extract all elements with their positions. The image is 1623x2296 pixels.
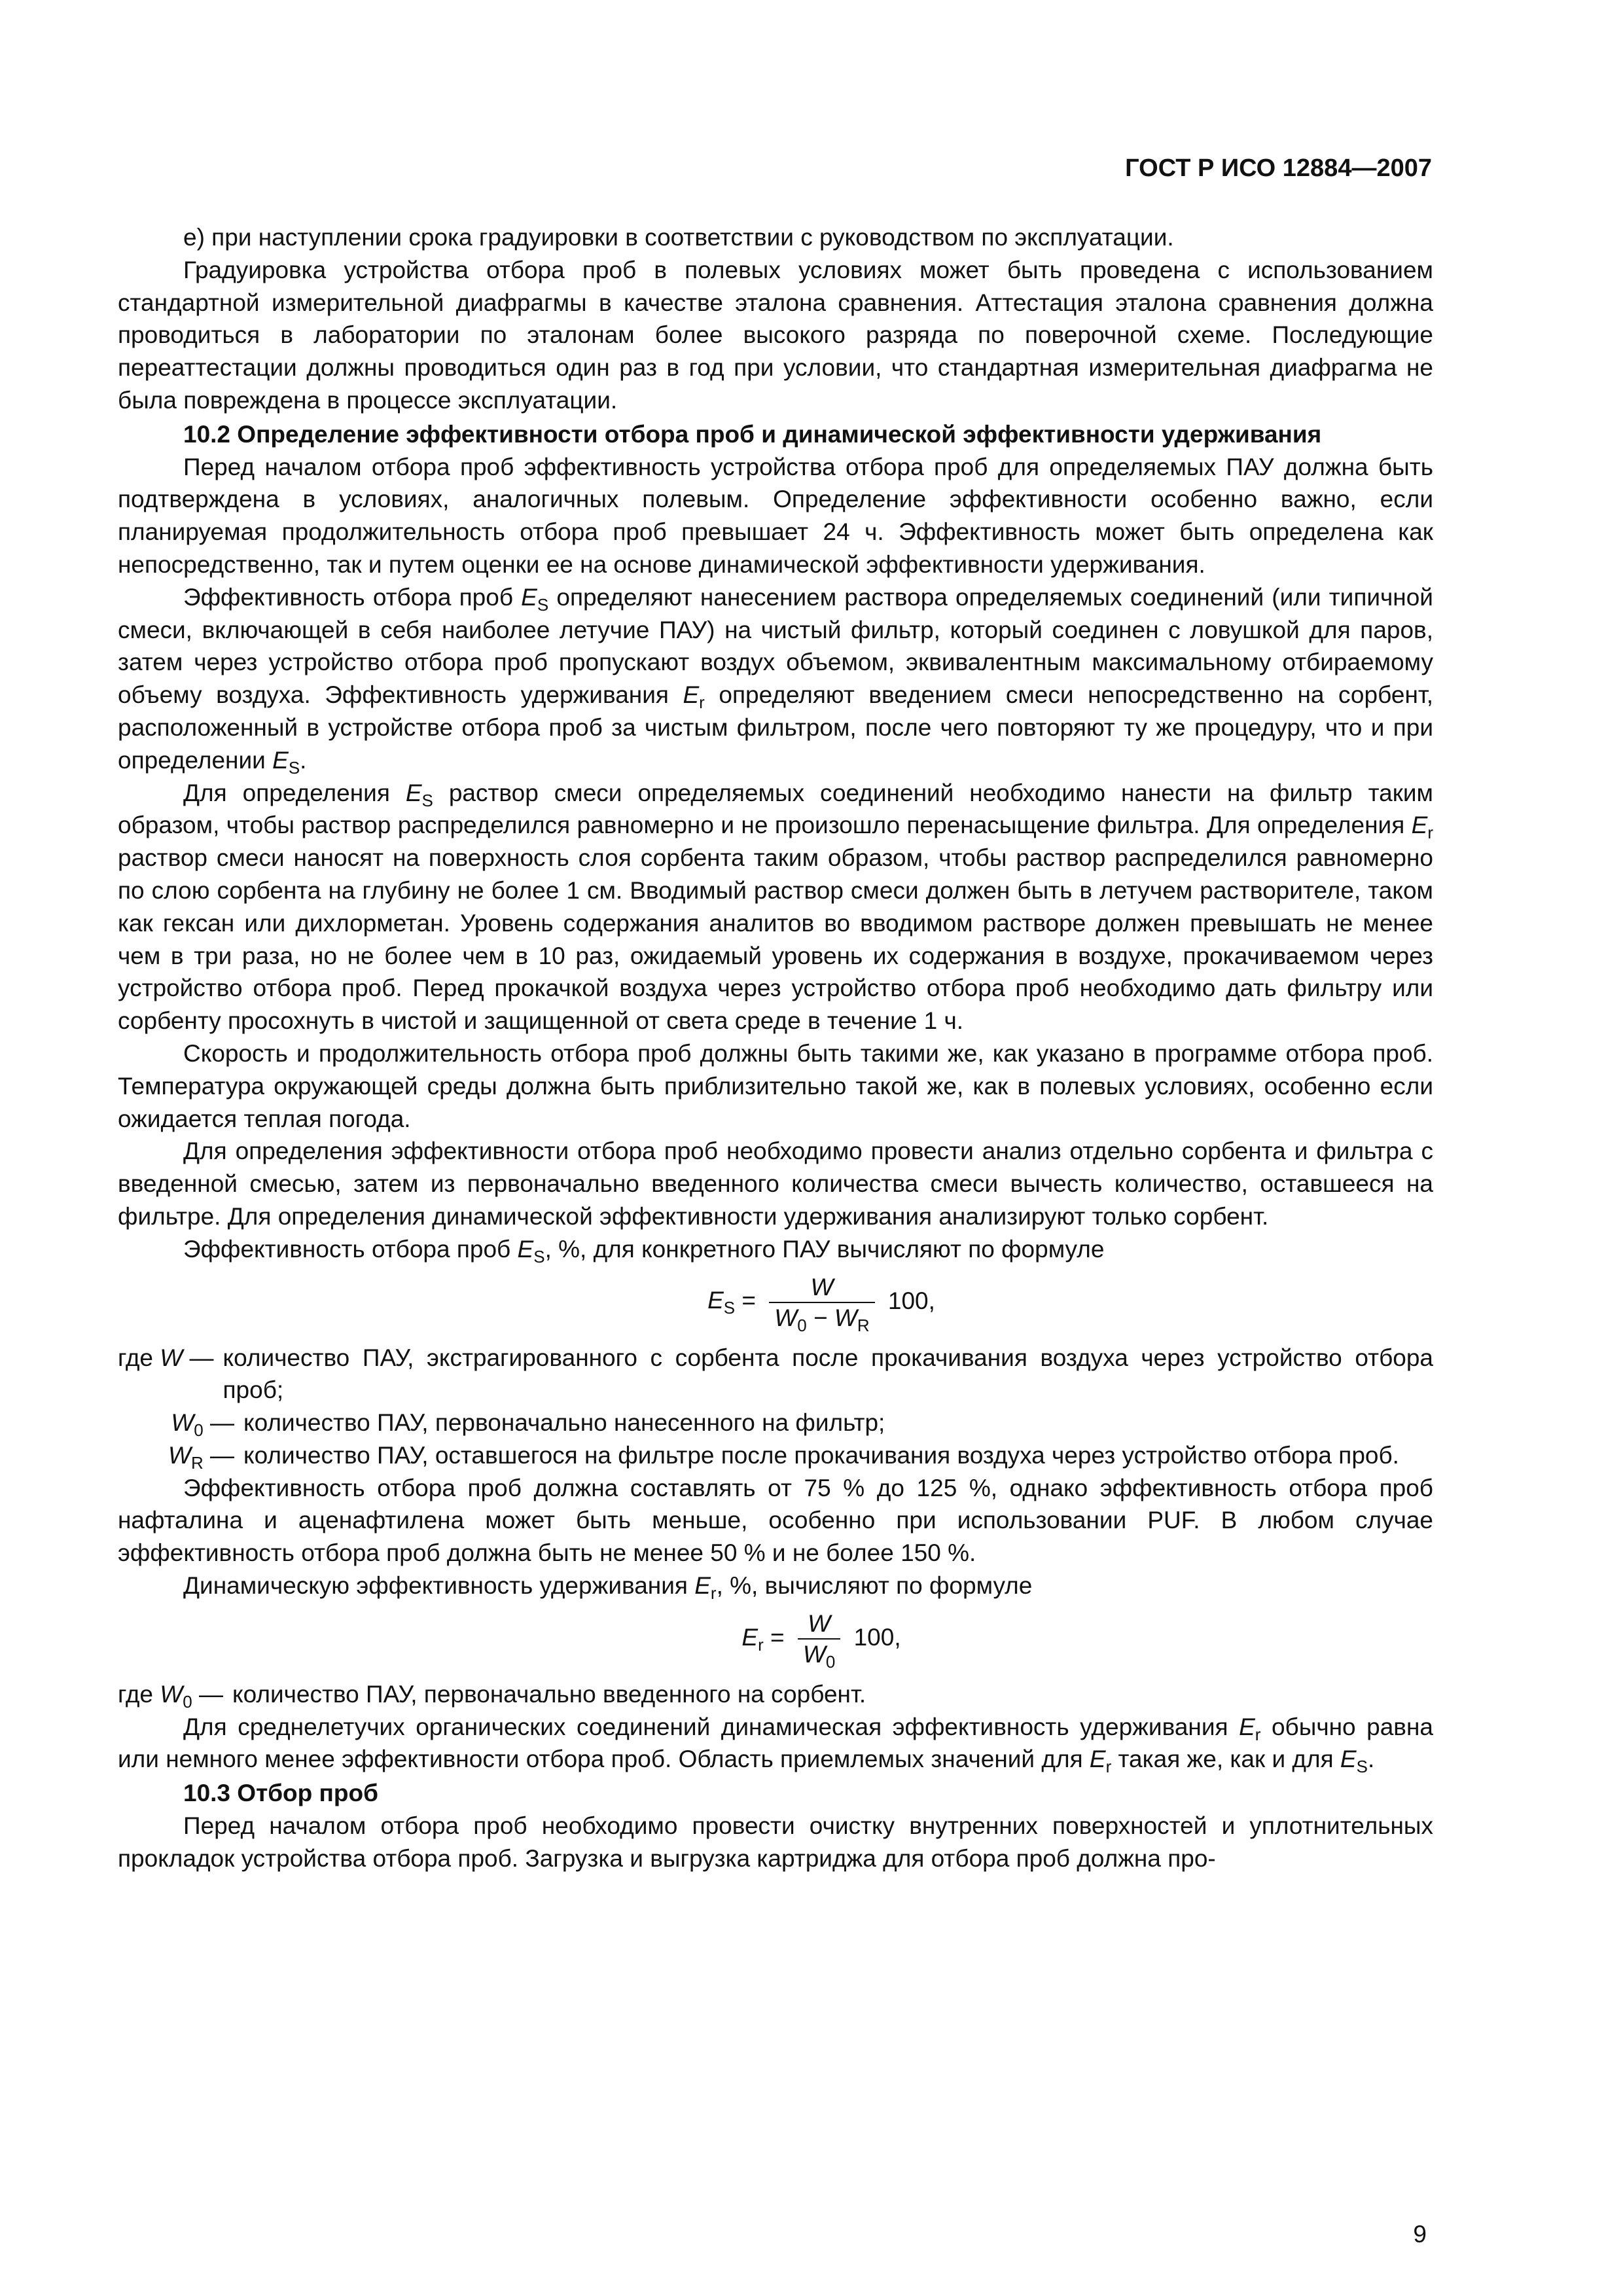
legend-w0-sorbent: где $W_0$ — количество ПАУ, первоначально введенного на сорбент. — [118, 1680, 866, 1712]
paragraph-calibration: Градуировка устройства отбора проб в полевых условиях может быть проведена с использованием стандартной измерительной диафрагмы в качестве эталона сравнения. Аттестация эталона сравнения должна проводиться в лаборатории по эталонам более высокого разряда по поверочной схеме. Последующие переаттестации должны проводиться один раз в год при условии, что стандартная измерительная диафрагма не была повреждена в процессе эксплуатации. — [118, 256, 1433, 414]
formula-retention-efficiency: $E_r$ = $\frac{W}{W_0}$ 100, — [741, 1609, 901, 1672]
legend-wr: $W_R$ — количество ПАУ, оставшегося на фильтре после прокачивания воздуха через устройство отбора проб. — [168, 1441, 1399, 1473]
section-heading-10-3: 10.3 Отбор проб — [183, 1780, 378, 1807]
paragraph-efficiency-range: Эффективность отбора проб должна составлять от 75 % до 125 %, однако эффективность отбора проб нафталина и аценафтилена может быть меньше, особенно при использовании PUF. В любом случае эффективность отбора проб должна быть не менее 50 % и не более 150 %. — [118, 1474, 1433, 1567]
paragraph-solution-application: Для определения $E_S$ раствор смеси определяемых соединений необходимо нанести на фильтр таким образом, чтобы раствор распределился равномерно и не произошло перенасыщение фильтра. Для определения $E_r$ раствор смеси наносят на поверхность слоя сорбента таким образом, чтобы раствор распределился равномерно по слою сорбента на глубину не более 1 см. Вводимый раствор смеси должен быть в летучем растворителе, таком как гексан или дихлорметан. Уровень содержания аналитов во вводимом растворе должен превышать не менее чем в три раза, но не более чем в 10 раз, ожидаемый уровень их содержания в воздухе, прокачиваемом через устройство отбора проб. Перед прокачкой воздуха через устройство отбора проб необходимо дать фильтру или сорбенту просохнуть в чистой и защищенной от света среде в течение 1 ч. — [118, 779, 1433, 1035]
formula-sampling-efficiency: $E_S$ = $\frac{W}{W_0 - W_R}$ 100, — [707, 1273, 935, 1335]
page-number: 9 — [1413, 2221, 1427, 2248]
section-heading-10-2: 10.2 Определение эффективности отбора проб и динамической эффективности удерживания — [183, 420, 1322, 448]
paragraph-efficiency-intro: Перед началом отбора проб эффективность устройства отбора проб для определяемых ПАУ должна быть подтверждена в условиях, аналогичных полевым. Определение эффективности особенно важно, если планируемая продолжительность отбора проб превышает 24 ч. Эффективность может быть определена как непосредственно, так и путем оценки ее на основе динамической эффективности удерживания. — [118, 453, 1433, 578]
paragraph-efficiency-definition: Эффективность отбора проб $E_S$ определяют нанесением раствора определяемых соединений (или типичной смеси, включающей в себя наиболее летучие ПАУ) на чистый фильтр, который соединен с ловушкой для паров, затем через устройство отбора проб пропускают воздух объемом, эквивалентным максимальному отбираемому объему воздуха. Эффективность удерживания $E_r$ определяют введением смеси непосредственно на сорбент, расположенный в устройстве отбора проб за чистым фильтром, после чего повторяют ту же процедуру, что и при определении $E_S$. — [118, 583, 1433, 778]
paragraph-formula1-intro: Эффективность отбора проб $E_S$, %, для конкретного ПАУ вычисляют по формуле — [183, 1235, 1105, 1266]
legend-w: где W — количество ПАУ, экстрагированного с сорбента после прокачивания воздуха через устройство отбора проб; — [118, 1344, 1433, 1404]
list-item-e: е) при наступлении срока градуировки в соответствии с руководством по эксплуатации. — [183, 224, 1174, 251]
paragraph-analysis: Для определения эффективности отбора проб необходимо провести анализ отдельно сорбента и фильтра с введенной смесью, затем из первоначально введенного количества смеси вычесть количество, оставшееся на фильтре. Для определения динамической эффективности удерживания анализируют только сорбент. — [118, 1138, 1433, 1230]
paragraph-formula2-intro: Динамическую эффективность удерживания $E_r$, %, вычисляют по формуле — [183, 1572, 1033, 1604]
paragraph-sampling-cleaning: Перед началом отбора проб необходимо провести очистку внутренних поверхностей и уплотнительных прокладок устройства отбора проб. Загрузка и выгрузка картриджа для отбора проб должна про- — [118, 1812, 1433, 1872]
formula-fraction: $\frac{W}{W_0 - W_R}$ — [769, 1275, 874, 1330]
document-body — [118, 221, 1433, 1875]
formula-fraction: $\frac{W}{W_0}$ — [798, 1611, 840, 1666]
legend-w0: $W_0$ — количество ПАУ, первоначально нанесенного на фильтр; — [171, 1409, 885, 1441]
document-header: ГОСТ Р ИСО 12884—2007 — [1125, 154, 1432, 182]
paragraph-semivolatile: Для среднелетучих органических соединений динамическая эффективность удерживания $E_r$ обычно равна или немного менее эффективности отбора проб. Область приемлемых значений для $E_r$ такая же, как и для $E_S$. — [118, 1713, 1433, 1777]
paragraph-sampling-rate: Скорость и продолжительность отбора проб должны быть такими же, как указано в программе отбора проб. Температура окружающей среды должна быть приблизительно такой же, как в полевых условиях, особенно если ожидается теплая погода. — [118, 1039, 1433, 1132]
